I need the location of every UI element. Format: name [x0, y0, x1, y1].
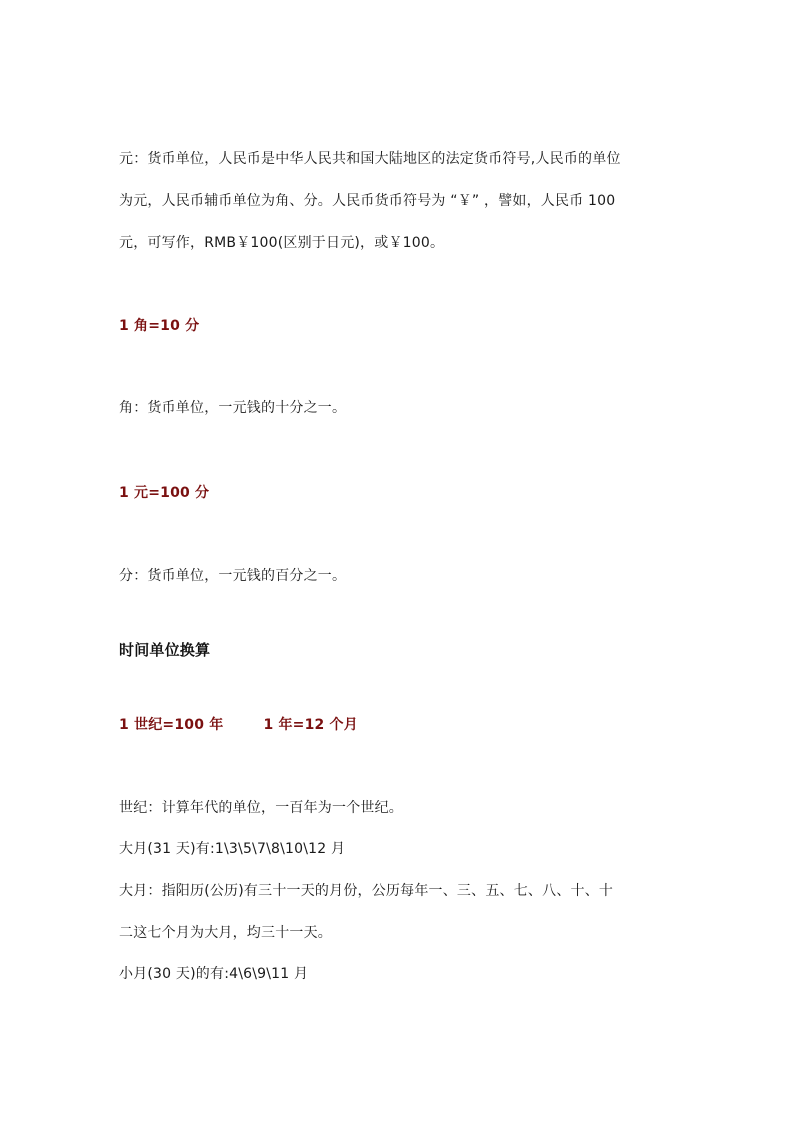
paragraph-yuan-line-3: 元，可写作，RMB￥100(区别于日元)，或￥100。 — [119, 235, 445, 251]
paragraph-jiao: 角：货币单位，一元钱的十分之一。 — [119, 400, 347, 416]
big-month-list: 大月(31 天)有:1\3\5\7\8\10\12 月 — [119, 841, 346, 857]
heading-century-conversion: 1 世纪=100 年 — [119, 717, 224, 733]
small-month-list: 小月(30 天)的有:4\6\9\11 月 — [119, 966, 309, 982]
paragraph-fen: 分：货币单位，一元钱的百分之一。 — [119, 568, 347, 584]
heading-time-conversions — [119, 716, 358, 734]
paragraph-yuan-line-2: 为元，人民币辅币单位为角、分。人民币货币符号为 “￥” ，譬如，人民币 100 — [119, 193, 616, 209]
heading-jiao-conversion: 1 角=10 分 — [119, 318, 200, 334]
section-title-time: 时间单位换算 — [119, 641, 211, 659]
heading-yuan-conversion: 1 元=100 分 — [119, 485, 210, 501]
paragraph-century: 世纪：计算年代的单位，一百年为一个世纪。 — [119, 800, 403, 816]
paragraph-big-month-line-2: 二这七个月为大月，均三十一天。 — [119, 925, 332, 941]
heading-year-conversion: 1 年=12 个月 — [263, 717, 358, 733]
paragraph-big-month-line-1: 大月：指阳历(公历)有三十一天的月份，公历每年一、三、五、七、八、十、十 — [119, 883, 614, 899]
paragraph-yuan-line-1: 元：货币单位，人民币是中华人民共和国大陆地区的法定货币符号,人民币的单位 — [119, 151, 621, 167]
